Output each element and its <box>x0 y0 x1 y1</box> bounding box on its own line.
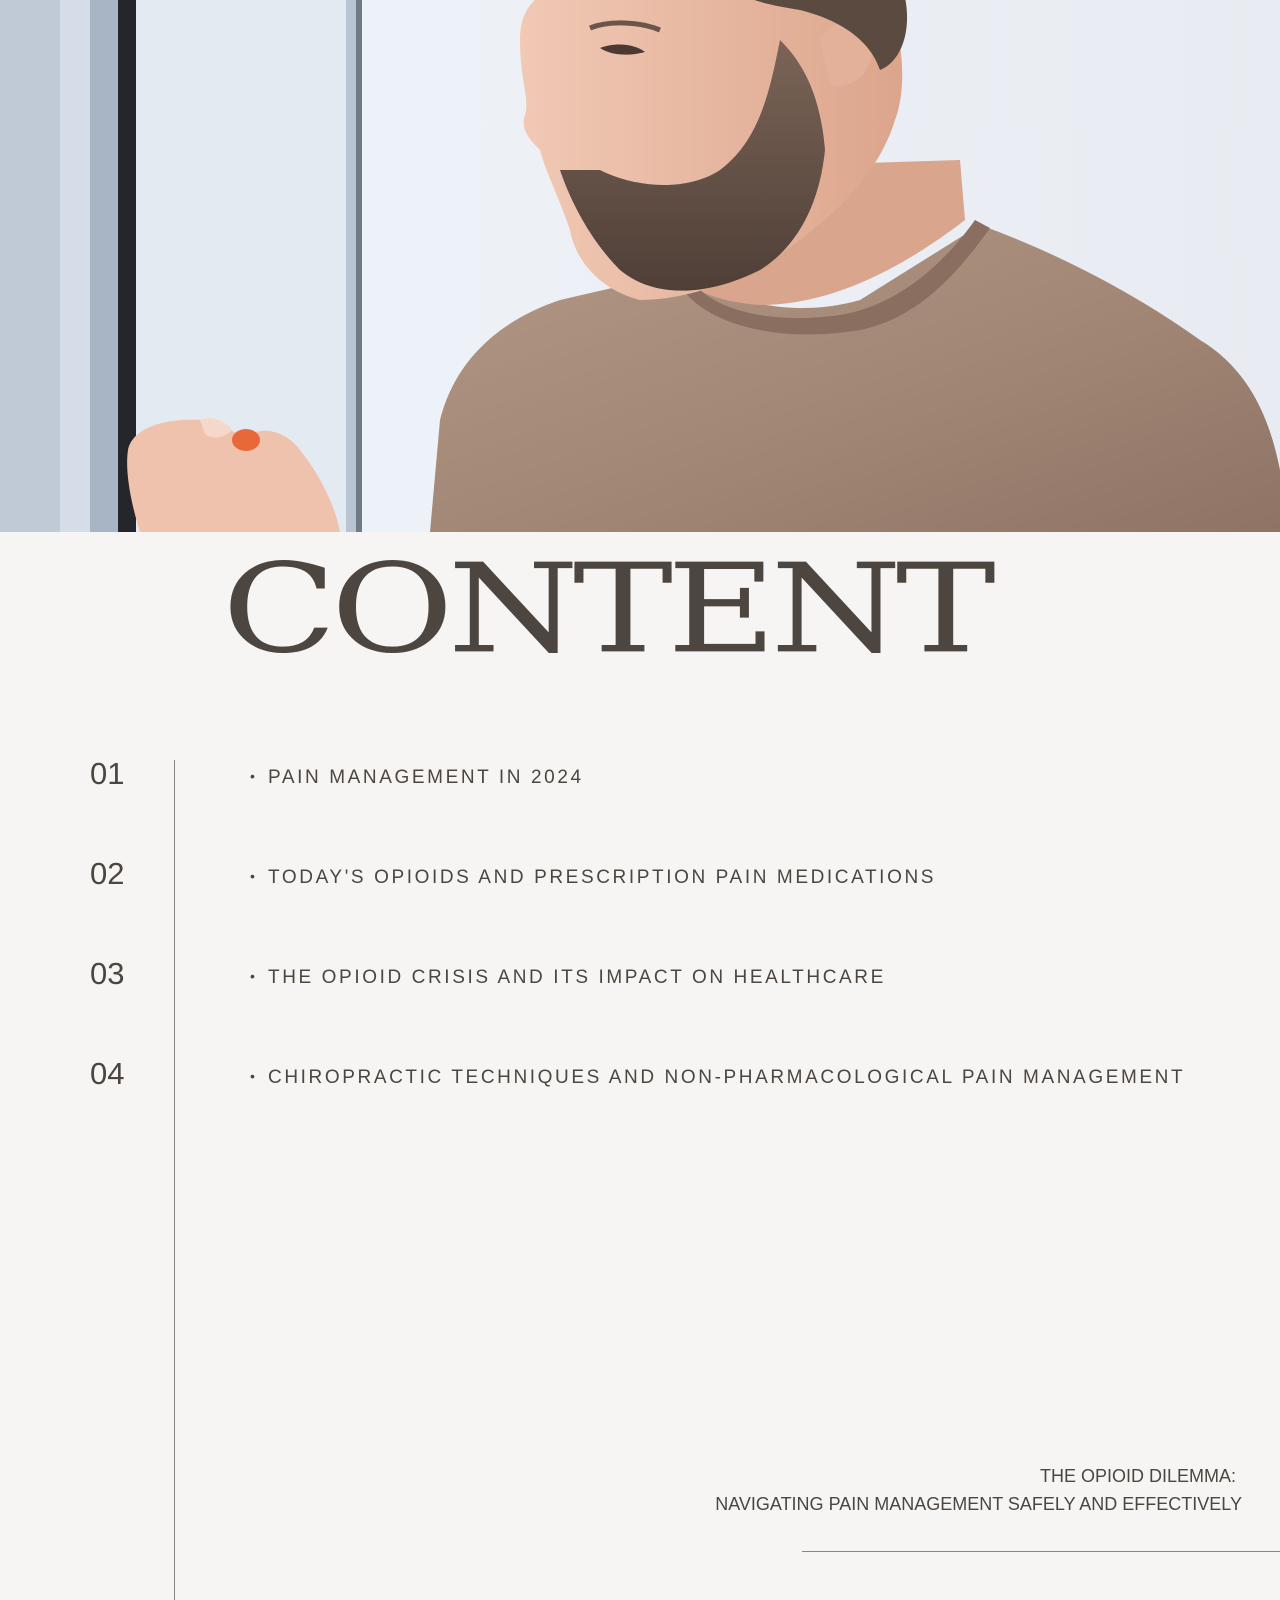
toc-item[interactable] <box>0 756 1280 796</box>
bullet-icon: • <box>250 868 255 884</box>
toc-item-label: TODAY'S OPIOIDS AND PRESCRIPTION PAIN MEDICATIONS <box>268 867 937 888</box>
toc-item-label-wrap <box>250 867 936 889</box>
footer-title: THE OPIOID DILEMMA: <box>1039 1466 1236 1486</box>
toc-item-number: 04 <box>90 1056 125 1091</box>
toc-item-number: 01 <box>90 756 125 791</box>
hero-photo <box>0 0 1280 532</box>
toc-item-label-wrap <box>250 967 886 989</box>
man-holding-pill-illustration <box>0 0 1280 532</box>
toc-item-label: THE OPIOID CRISIS AND ITS IMPACT ON HEALTHCARE <box>268 967 886 988</box>
toc-item[interactable] <box>0 856 1280 896</box>
page-title: CONTENT <box>222 538 990 681</box>
toc-item-number: 02 <box>90 856 125 891</box>
bullet-icon: • <box>250 768 255 784</box>
bullet-icon: • <box>250 968 255 984</box>
footer-divider <box>802 1551 1280 1552</box>
toc-item[interactable] <box>0 956 1280 996</box>
toc-item-number: 03 <box>90 956 125 991</box>
footer-subtitle: NAVIGATING PAIN MANAGEMENT SAFELY AND EFFECTIVELY <box>715 1494 1242 1514</box>
toc-item-label-wrap <box>250 767 584 789</box>
pill-icon <box>232 429 260 451</box>
toc-item-label: CHIROPRACTIC TECHNIQUES AND NON-PHARMACOLOGICAL PAIN MANAGEMENT <box>268 1067 1186 1088</box>
bullet-icon: • <box>250 1068 255 1084</box>
toc-item-label: PAIN MANAGEMENT IN 2024 <box>268 767 584 788</box>
toc-item-label-wrap <box>250 1067 1185 1089</box>
toc-item[interactable] <box>0 1056 1280 1096</box>
